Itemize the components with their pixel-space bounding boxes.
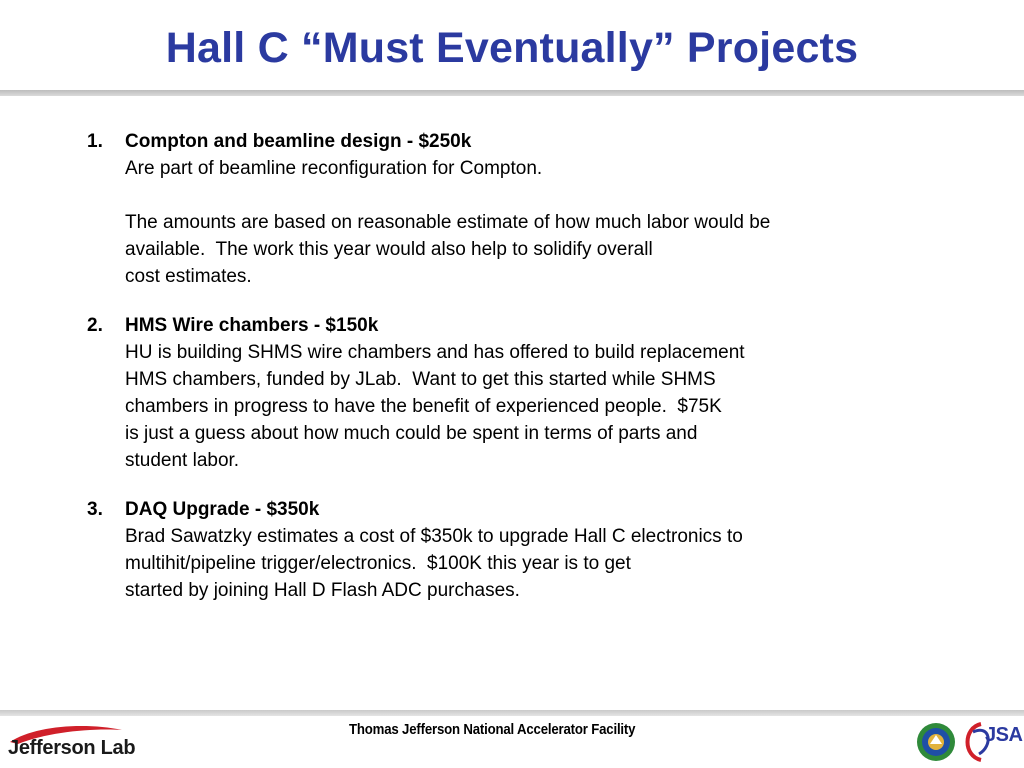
- item-text-line: available. The work this year would also help to solidify overall: [125, 239, 653, 260]
- item-text-line: HMS chambers, funded by JLab. Want to get this started while SHMS: [125, 369, 716, 390]
- item-number: 2.: [87, 315, 103, 336]
- item-text-line: HU is building SHMS wire chambers and has offered to build replacement: [125, 342, 745, 363]
- item-text-line: is just a guess about how much could be spent in terms of parts and: [125, 423, 698, 444]
- slide-body: [87, 128, 987, 626]
- doe-seal-icon: [916, 720, 956, 764]
- facility-name: Thomas Jefferson National Accelerator Facility: [349, 721, 636, 738]
- footer-divider: [0, 710, 1024, 716]
- item-text-line: student labor.: [125, 450, 240, 471]
- item-heading: Compton and beamline design - $250k: [125, 131, 472, 152]
- list-item: [87, 128, 987, 290]
- item-heading: DAQ Upgrade - $350k: [125, 499, 320, 520]
- jsa-logo: JSA: [985, 724, 1023, 746]
- item-number: 1.: [87, 131, 103, 152]
- item-text-line: multihit/pipeline trigger/electronics. $100K this year is to get: [125, 553, 631, 574]
- item-text-line: The amounts are based on reasonable estimate of how much labor would be: [125, 212, 771, 233]
- item-text-line: cost estimates.: [125, 266, 252, 287]
- jefferson-lab-logo: Jefferson Lab: [8, 737, 136, 759]
- item-text-line: Are part of beamline reconfiguration for Compton.: [125, 158, 543, 179]
- list-item: [87, 312, 987, 474]
- title-divider: [0, 90, 1024, 96]
- item-text-line: chambers in progress to have the benefit of experienced people. $75K: [125, 396, 722, 417]
- item-number: 3.: [87, 499, 103, 520]
- list-item: [87, 496, 987, 604]
- slide-title: Hall C “Must Eventually” Projects: [165, 24, 859, 72]
- item-text-line: started by joining Hall D Flash ADC purchases.: [125, 580, 520, 601]
- item-heading: HMS Wire chambers - $150k: [125, 315, 379, 336]
- item-text-line: Brad Sawatzky estimates a cost of $350k to upgrade Hall C electronics to: [125, 526, 743, 547]
